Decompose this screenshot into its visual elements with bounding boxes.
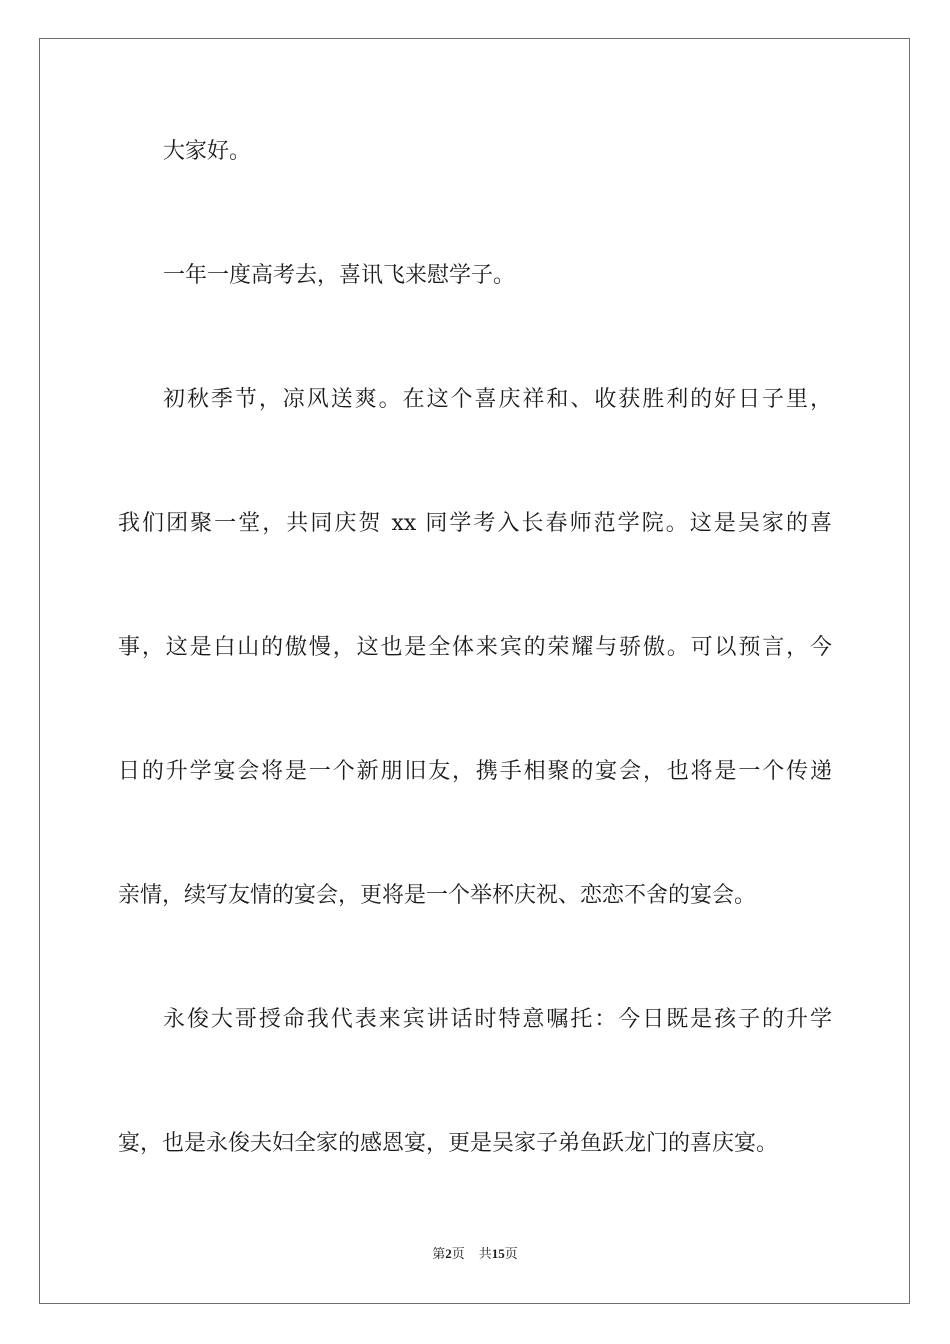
paragraph-line: 宴，也是永俊夫妇全家的感恩宴，更是吴家子弟鱼跃龙门的喜庆宴。 <box>118 1131 779 1156</box>
paragraph-greeting: 大家好。 <box>163 139 252 164</box>
paragraph-line: 永俊大哥授命我代表来宾讲话时特意嘱托：今日既是孩子的升学 <box>163 1007 832 1032</box>
paragraph-line: 日的升学宴会将是一个新朋旧友，携手相聚的宴会，也将是一个传递 <box>118 759 832 784</box>
paragraph-line: 我们团聚一堂，共同庆贺 xx 同学考入长春师范学院。这是吴家的喜 <box>118 511 832 536</box>
paragraph-line: 亲情，续写友情的宴会，更将是一个举杯庆祝、恋恋不舍的宴会。 <box>118 883 757 908</box>
paragraph-line: 初秋季节，凉风送爽。在这个喜庆祥和、收获胜利的好日子里， <box>163 387 832 412</box>
page-number: 2 <box>445 1246 452 1261</box>
page-footer <box>0 1245 950 1263</box>
page-frame <box>39 38 910 1304</box>
total-pages: 15 <box>491 1246 505 1261</box>
page-prefix: 第 <box>432 1246 446 1261</box>
paragraph-line: 事，这是白山的傲慢，这也是全体来宾的荣耀与骄傲。可以预言，今 <box>118 635 832 660</box>
total-prefix: 共 <box>478 1246 492 1261</box>
paragraph-line: 一年一度高考去，喜讯飞来慰学子。 <box>163 263 516 288</box>
total-suffix: 页 <box>504 1246 518 1261</box>
page-suffix: 页 <box>451 1246 465 1261</box>
